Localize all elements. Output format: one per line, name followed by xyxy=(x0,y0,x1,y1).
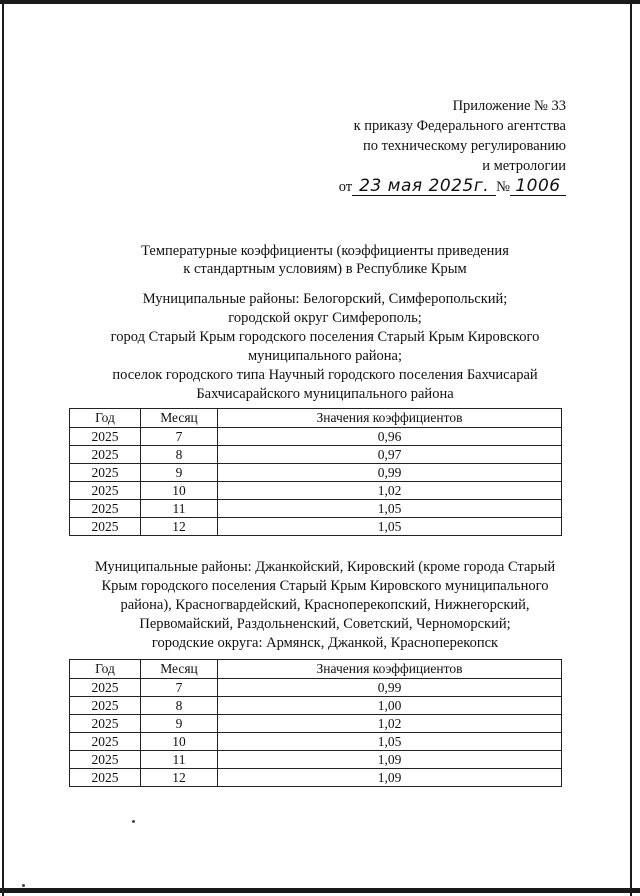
header-year: Год xyxy=(70,409,141,428)
header-year: Год xyxy=(70,660,141,679)
cell-coefficient: 1,00 xyxy=(218,697,562,715)
area-line: Первомайский, Раздольненский, Советский, Черноморский; xyxy=(139,616,511,632)
cell-month: 9 xyxy=(141,464,218,482)
table-row xyxy=(70,679,562,697)
scan-speck xyxy=(22,884,25,887)
section-2-areas xyxy=(60,558,590,653)
cell-month: 10 xyxy=(141,482,218,500)
cell-coefficient: 1,05 xyxy=(218,500,562,518)
table-row xyxy=(70,482,562,500)
table-row xyxy=(70,697,562,715)
area-line: Муниципальные районы: Джанкойский, Кировский (кроме города Старый xyxy=(94,559,556,575)
cell-year: 2025 xyxy=(70,697,141,715)
area-line: района), Красногвардейский, Красноперекопский, Нижнегорский, xyxy=(120,597,530,613)
cell-coefficient: 0,97 xyxy=(218,446,562,464)
appendix-agency-line: по техническому регулированию xyxy=(362,138,566,154)
appendix-number: Приложение № 33 xyxy=(452,98,566,114)
area-line: городские округа: Армянск, Джанкой, Красноперекопск xyxy=(151,635,499,651)
table-header-row xyxy=(70,409,562,428)
table-row xyxy=(70,428,562,446)
cell-month: 11 xyxy=(141,751,218,769)
cell-month: 12 xyxy=(141,518,218,536)
cell-month: 12 xyxy=(141,769,218,787)
cell-month: 8 xyxy=(141,446,218,464)
table-row xyxy=(70,769,562,787)
order-date-line xyxy=(339,177,566,197)
header-month: Месяц xyxy=(141,660,218,679)
cell-coefficient: 1,02 xyxy=(218,482,562,500)
scan-border-bottom xyxy=(0,888,640,893)
table-row xyxy=(70,464,562,482)
coefficients-table-2 xyxy=(69,659,562,787)
number-label: № xyxy=(496,179,510,195)
appendix-agency-line-2: и метрологии xyxy=(482,158,566,174)
area-line: Бахчисарайского муниципального района xyxy=(196,386,454,402)
scan-border-left xyxy=(2,0,4,896)
cell-year: 2025 xyxy=(70,769,141,787)
cell-coefficient: 1,09 xyxy=(218,751,562,769)
cell-coefficient: 0,99 xyxy=(218,679,562,697)
cell-year: 2025 xyxy=(70,500,141,518)
document-title xyxy=(60,242,590,278)
header-month: Месяц xyxy=(141,409,218,428)
cell-year: 2025 xyxy=(70,751,141,769)
title-line: Температурные коэффициенты (коэффициенты приведения xyxy=(141,243,509,259)
table-row xyxy=(70,446,562,464)
area-line: Крым городского поселения Старый Крым Кировского муниципального xyxy=(101,578,549,594)
cell-coefficient: 0,99 xyxy=(218,464,562,482)
area-line: город Старый Крым городского поселения Старый Крым Кировского xyxy=(110,329,540,345)
scan-border-right xyxy=(630,0,632,896)
scan-border-top xyxy=(0,0,640,4)
cell-month: 7 xyxy=(141,679,218,697)
cell-year: 2025 xyxy=(70,464,141,482)
cell-coefficient: 1,05 xyxy=(218,733,562,751)
header-coefficient: Значения коэффициентов xyxy=(218,409,562,428)
cell-coefficient: 1,02 xyxy=(218,715,562,733)
table-row xyxy=(70,518,562,536)
cell-year: 2025 xyxy=(70,733,141,751)
cell-year: 2025 xyxy=(70,428,141,446)
table-row xyxy=(70,733,562,751)
area-line: городской округ Симферополь; xyxy=(228,310,422,326)
cell-year: 2025 xyxy=(70,679,141,697)
scan-speck xyxy=(132,820,135,823)
appendix-order-ref: к приказу Федерального агентства xyxy=(353,118,566,134)
cell-coefficient: 1,09 xyxy=(218,769,562,787)
cell-year: 2025 xyxy=(70,482,141,500)
coefficients-table-1 xyxy=(69,408,562,536)
section-1-areas xyxy=(60,290,590,404)
cell-month: 9 xyxy=(141,715,218,733)
cell-year: 2025 xyxy=(70,715,141,733)
cell-coefficient: 0,96 xyxy=(218,428,562,446)
area-line: муниципального района; xyxy=(247,348,403,364)
cell-coefficient: 1,05 xyxy=(218,518,562,536)
cell-year: 2025 xyxy=(70,518,141,536)
table-header-row xyxy=(70,660,562,679)
area-line: поселок городского типа Научный городского поселения Бахчисарай xyxy=(112,367,538,383)
title-line: к стандартным условиям) в Республике Крым xyxy=(183,261,467,277)
handwritten-order-number: 1006 xyxy=(510,177,566,196)
table-row xyxy=(70,500,562,518)
cell-month: 11 xyxy=(141,500,218,518)
table-row xyxy=(70,751,562,769)
from-label: от xyxy=(338,179,353,195)
cell-month: 8 xyxy=(141,697,218,715)
cell-month: 10 xyxy=(141,733,218,751)
cell-month: 7 xyxy=(141,428,218,446)
appendix-header xyxy=(339,96,566,197)
cell-year: 2025 xyxy=(70,446,141,464)
table-row xyxy=(70,715,562,733)
area-line: Муниципальные районы: Белогорский, Симферопольский; xyxy=(142,291,508,307)
header-coefficient: Значения коэффициентов xyxy=(218,660,562,679)
handwritten-date: 23 мая 2025г. xyxy=(352,177,496,196)
